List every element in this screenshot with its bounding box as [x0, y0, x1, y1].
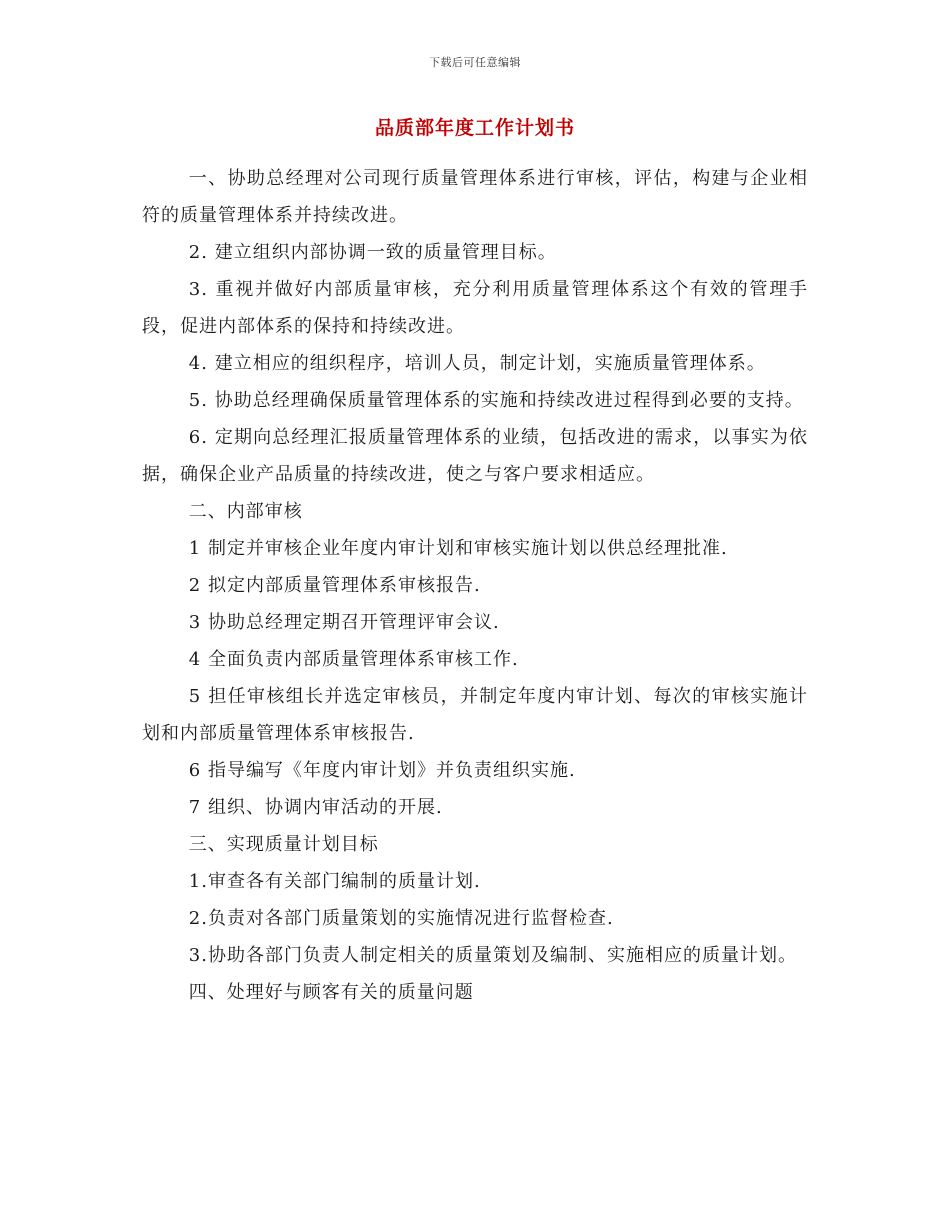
section-heading: 四、处理好与顾客有关的质量问题: [188, 982, 474, 1003]
paragraph: 一、协助总经理对公司现行质量管理体系进行审核，评估，构建与企业相符的质量管理体系并持续改进。: [142, 168, 808, 226]
section-heading: 二、内部审核: [188, 501, 303, 522]
paragraph: 3.协助各部门负责人制定相关的质量策划及编制、实施相应的质量计划。: [188, 945, 797, 966]
document-title: 品质部年度工作计划书: [374, 117, 575, 139]
paragraph: 5 担任审核组长并选定审核员，并制定年度内审计划、每次的审核实施计划和内部质量管理体系审核报告.: [142, 686, 808, 744]
paragraph: 1.审查各有关部门编制的质量计划.: [188, 871, 481, 892]
paragraph: 3. 重视并做好内部质量审核，充分利用质量管理体系这个有效的管理手段，促进内部体系的保持和持续改进。: [142, 279, 808, 337]
paragraph: 5. 协助总经理确保质量管理体系的实施和持续改进过程得到必要的支持。: [188, 390, 804, 411]
paragraph: 1 制定并审核企业年度内审计划和审核实施计划以供总经理批准.: [188, 538, 728, 559]
paragraph: 6. 定期向总经理汇报质量管理体系的业绩，包括改进的需求，以事实为依据，确保企业产品质量的持续改进，使之与客户要求相适应。: [142, 427, 808, 485]
paragraph: 4 全面负责内部质量管理体系审核工作.: [188, 649, 519, 670]
paragraph: 2.负责对各部门质量策划的实施情况进行监督检查.: [188, 908, 614, 929]
paragraph: 2 拟定内部质量管理体系审核报告.: [188, 575, 481, 596]
paragraph: 7 组织、协调内审活动的开展.: [188, 797, 443, 818]
paragraph: 4. 建立相应的组织程序，培训人员，制定计划，实施质量管理体系。: [188, 353, 766, 374]
header-note: 下载后可任意编辑: [429, 56, 521, 69]
section-heading: 三、实现质量计划目标: [188, 834, 379, 855]
paragraph: 2. 建立组织内部协调一致的质量管理目标。: [188, 242, 557, 263]
paragraph: 3 协助总经理定期召开管理评审会议.: [188, 612, 500, 633]
paragraph: 6 指导编写《年度内审计划》并负责组织实施.: [188, 760, 576, 781]
document-body: [142, 160, 808, 1011]
